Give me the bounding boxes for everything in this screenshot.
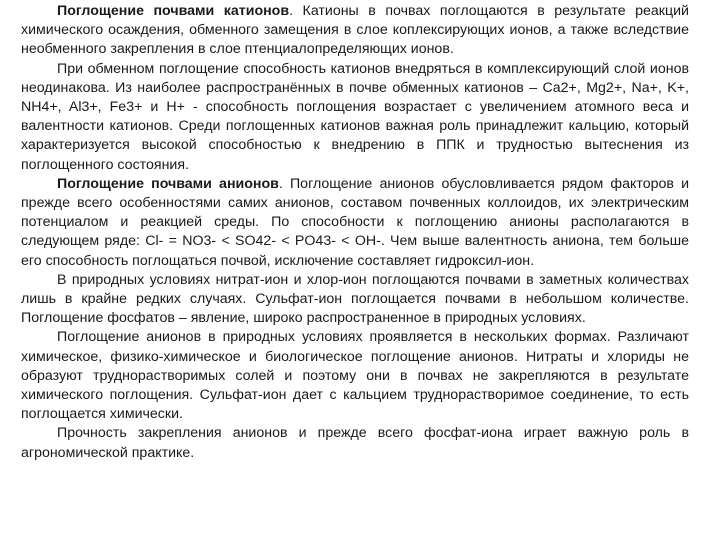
paragraph-text: . Катионы в почвах поглощаются в результате реакций химического осаждения, обменного замещения в слое коплексирующих ионов, а также вследствие необменного закрепления в слое птенциалопределяющих ионов. xyxy=(21,3,689,58)
paragraph-natural-conditions xyxy=(21,271,689,329)
paragraph-exchange-absorption xyxy=(21,60,689,175)
paragraph-text: В природных условиях нитрат-ион и хлор-ион поглощаются почвами в заметных количествах лишь в крайне редких случаях. Сульфат-ион поглощается почвами в небольшом количестве. Поглощение фосфатов – явление, широко распространенное в природных условиях. xyxy=(21,271,689,327)
paragraph-cation-absorption xyxy=(21,2,689,60)
paragraph-text: . Поглощение анионов обусловливается рядом факторов и прежде всего особенностями самих анионов, составом почвенных коллоидов, их электрическим потенциалом и реакцией среды. По способности к поглощению анионы располагаются в следующем ряде: Cl- = NO3- < SO42- < PO43- < OH-. Чем выше валентность аниона, тем больше его способность поглощаться почвой, исключение составляет гидроксил-ион. xyxy=(21,175,690,269)
document-body xyxy=(21,2,689,463)
paragraph-text: Поглощение анионов в природных условиях проявляется в нескольких формах. Различают химическое, физико-химическое и биологическое поглощение анионов. Нитраты и хлориды не образуют труднорастворимых солей и поэтому они в почвах не закрепляются в результате химического поглощения. Сульфат-ион дает с кальцием труднорастворимое соединение, то есть поглощается химически. xyxy=(21,329,689,423)
paragraph-text: При обменном поглощение способность катионов внедряться в комплексирующий слой ионов неодинакова. Из наиболее распространённых в почве обменных катионов – Ca2+, Mg2+, Na+, K+, NH4+, Al3+, Fe3+ и H+ - способность поглощения возрастает с увеличением атомного веса и валентности катионов. Среди поглощенных катионов важная роль принадлежит кальцию, который характеризуется высокой способностью к внедрению в ППК и трудностью вытеснения из поглощенного состояния. xyxy=(21,60,689,173)
paragraph-heading: Поглощение почвами катионов xyxy=(57,3,290,19)
paragraph-text: Прочность закрепления анионов и прежде всего фосфат-иона играет важную роль в агрономической практике. xyxy=(21,425,689,461)
paragraph-absorption-forms xyxy=(21,328,689,424)
paragraph-phosphate-fixation xyxy=(21,424,689,462)
paragraph-heading: Поглощение почвами анионов xyxy=(57,175,279,192)
paragraph-anion-absorption xyxy=(21,175,689,271)
